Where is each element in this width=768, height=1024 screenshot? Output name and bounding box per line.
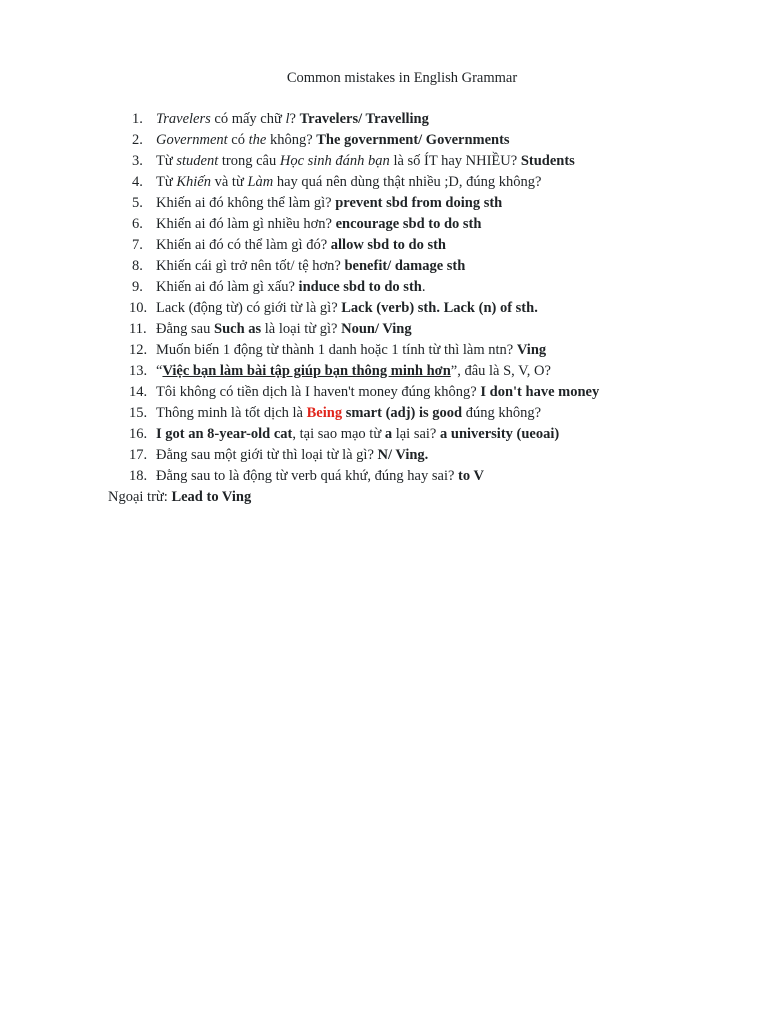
text-segment: Travelers/ Travelling (299, 111, 429, 127)
text-segment: Students (520, 153, 575, 169)
text-segment: the (248, 132, 267, 148)
item-number: 11. (129, 321, 147, 337)
item-number: 1. (132, 111, 143, 127)
item-number: 7. (132, 237, 143, 253)
item-text (156, 403, 541, 424)
text-segment: to V (458, 468, 484, 484)
text-segment: “ (156, 363, 163, 379)
text-segment: prevent sbd from doing sth (335, 195, 503, 211)
text-segment: Đằng sau một giới từ thì loại từ là gì? (156, 447, 378, 463)
text-segment: có (227, 132, 249, 148)
item-text (156, 382, 599, 403)
text-segment: lại sai? (392, 426, 440, 442)
item-text (156, 445, 428, 466)
text-segment: Ving (516, 342, 547, 358)
text-segment: hay quá nên dùng thật nhiều ;D, đúng không? (273, 174, 542, 190)
item-text (156, 319, 412, 340)
text-segment: benefit/ damage sth (344, 258, 466, 274)
item-number: 8. (132, 258, 143, 274)
text-segment: đúng không? (462, 405, 542, 421)
item-number: 4. (132, 174, 143, 190)
item-number: 5. (132, 195, 143, 211)
item-text (156, 130, 510, 151)
text-segment: Khiến ai đó làm gì nhiều hơn? (156, 216, 336, 232)
item-number: 3. (132, 153, 143, 169)
exception-value: Lead to Ving (171, 489, 252, 505)
text-segment: . (421, 279, 426, 295)
text-segment: không? (266, 132, 317, 148)
text-segment: N/ Ving. (377, 447, 429, 463)
text-segment: Khiến ai đó làm gì xấu? (156, 279, 299, 295)
text-segment: Government (156, 132, 228, 148)
item-number: 12. (129, 342, 148, 358)
item-number: 2. (132, 132, 143, 148)
text-segment: a university (ueoai) (440, 426, 560, 442)
text-segment: Khiến (176, 174, 211, 190)
item-number: 17. (129, 447, 148, 463)
text-segment: Such as (214, 321, 262, 337)
text-segment: allow sbd to do sth (330, 237, 446, 253)
item-number: 14. (129, 384, 148, 400)
item-number: 16. (129, 426, 148, 442)
exception-note (108, 487, 251, 508)
text-segment: encourage sbd to do sth (335, 216, 482, 232)
text-segment: có mấy chữ (210, 111, 286, 127)
text-segment: Muốn biến 1 động từ thành 1 danh hoặc 1 tính từ thì làm ntn? (156, 342, 517, 358)
text-segment: Lack (động từ) có giới từ là gì? (156, 300, 342, 316)
text-segment: The government/ Governments (316, 132, 510, 148)
text-segment: Đằng sau to là động từ verb quá khứ, đúng hay sai? (156, 468, 459, 484)
text-segment: là loại từ gì? (261, 321, 342, 337)
text-segment: Khiến ai đó có thể làm gì đó? (156, 237, 331, 253)
item-text (156, 298, 538, 319)
text-segment: ? (289, 111, 300, 127)
text-segment: Khiến cái gì trở nên tốt/ tệ hơn? (156, 258, 345, 274)
text-segment: và từ (210, 174, 248, 190)
text-segment: I don't have money (480, 384, 600, 400)
exception-label: Ngoại trừ: (108, 489, 172, 505)
text-segment: Làm (247, 174, 274, 190)
item-text (156, 193, 502, 214)
item-text (156, 109, 429, 130)
document-title: Common mistakes in English Grammar (286, 70, 518, 86)
item-text (156, 172, 541, 193)
item-text (156, 361, 551, 382)
item-number: 9. (132, 279, 143, 295)
item-text (156, 340, 546, 361)
text-segment: Thông minh là tốt dịch là (156, 405, 307, 421)
text-segment: ”, đâu là S, V, O? (450, 363, 551, 379)
item-text (156, 214, 481, 235)
text-segment: student (176, 153, 219, 169)
text-segment: a (384, 426, 393, 442)
text-segment: , tại sao mạo từ (292, 426, 385, 442)
text-segment: smart (adj) is good (342, 405, 463, 421)
text-segment: Noun/ Ving (341, 321, 412, 337)
item-number: 15. (129, 405, 148, 421)
text-segment: Being (306, 405, 343, 421)
text-segment: Học sinh đánh bạn (279, 153, 390, 169)
item-number: 18. (129, 468, 148, 484)
item-text (156, 277, 425, 298)
item-text (156, 151, 575, 172)
item-text (156, 424, 559, 445)
text-segment: là số ÍT hay NHIỀU? (389, 153, 521, 169)
text-segment: Từ (156, 174, 177, 190)
text-segment: Từ (156, 153, 177, 169)
item-number: 13. (129, 363, 148, 379)
text-segment: I got an 8-year-old cat (156, 426, 293, 442)
item-text (156, 256, 465, 277)
text-segment: Đằng sau (156, 321, 214, 337)
text-segment: Travelers (156, 111, 211, 127)
text-segment: Việc bạn làm bài tập giúp bạn thông minh hơn (162, 363, 451, 379)
text-segment: trong câu (218, 153, 280, 169)
text-segment: l (285, 111, 290, 127)
text-segment: Lack (verb) sth. Lack (n) of sth. (341, 300, 538, 316)
item-text (156, 466, 484, 487)
item-text (156, 235, 446, 256)
text-segment: Tôi không có tiền dịch là I haven't money đúng không? (156, 384, 481, 400)
item-number: 10. (129, 300, 148, 316)
text-segment: Khiến ai đó không thể làm gì? (156, 195, 336, 211)
text-segment: induce sbd to do sth (298, 279, 422, 295)
item-number: 6. (132, 216, 143, 232)
